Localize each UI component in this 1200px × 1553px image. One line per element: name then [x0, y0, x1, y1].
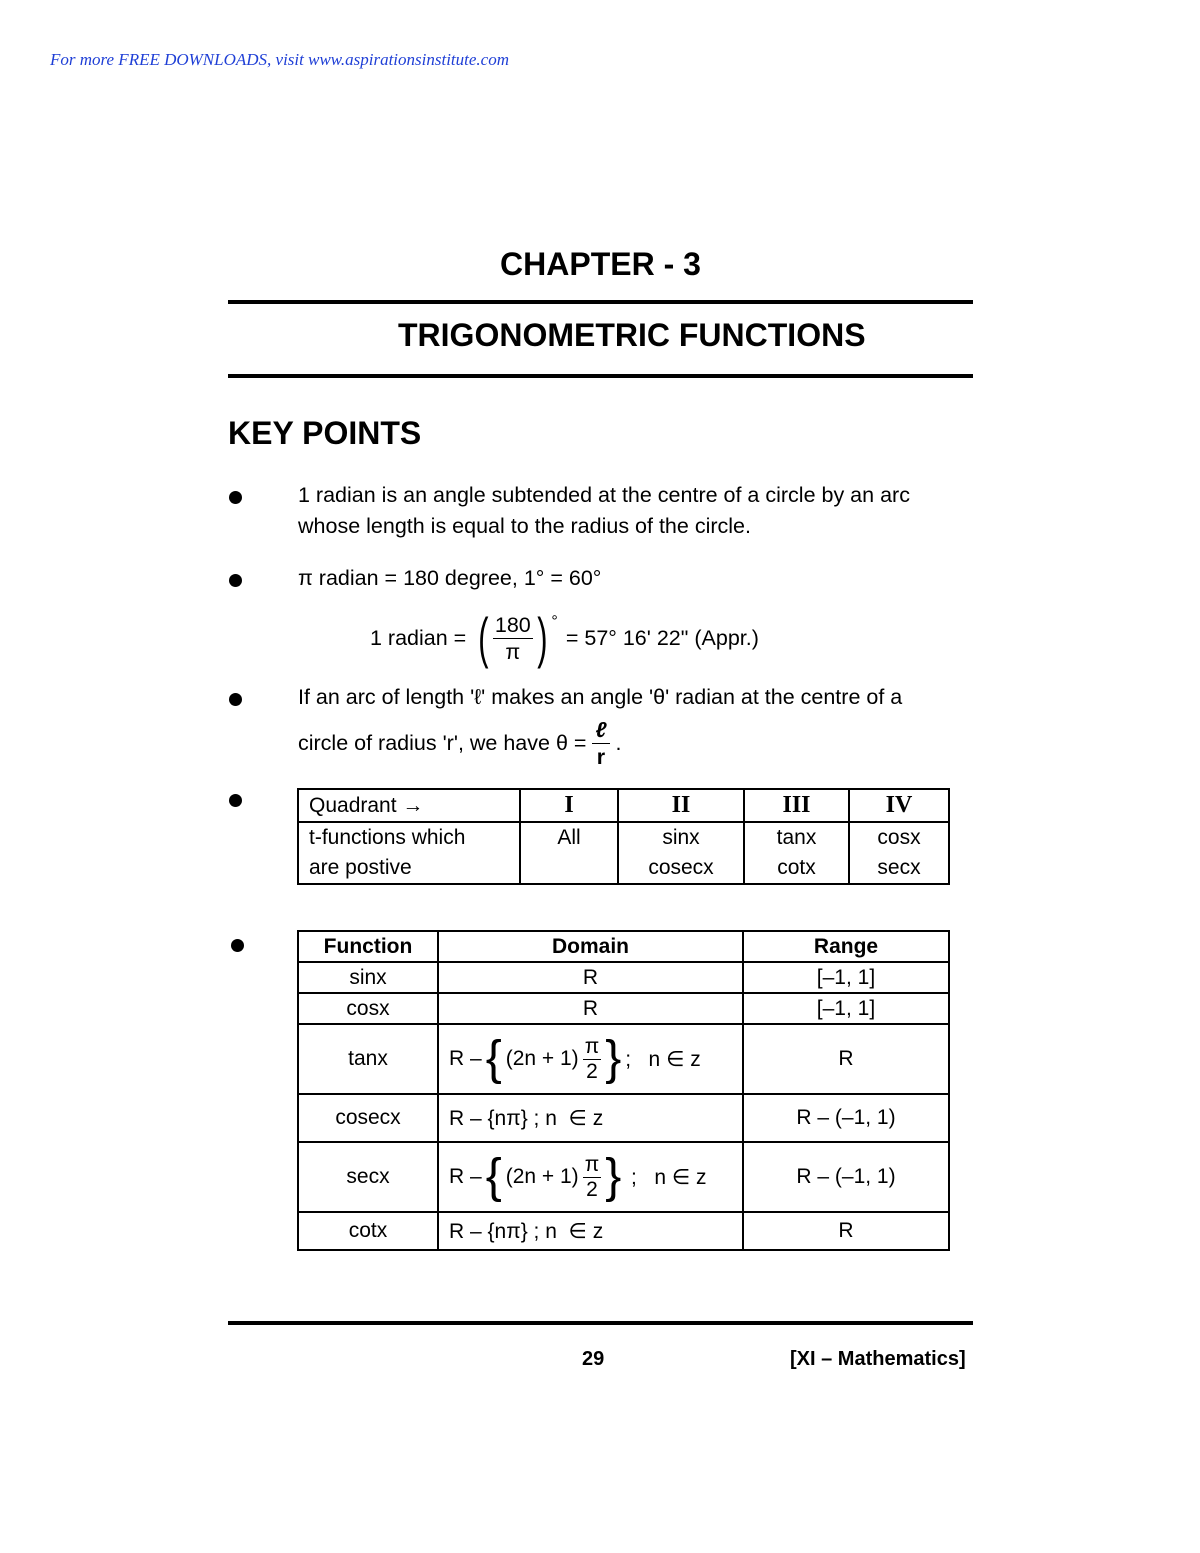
point-1 — [298, 480, 910, 542]
right-brace: } — [605, 1150, 622, 1203]
theta-numerator: ℓ — [592, 717, 609, 744]
chapter-heading: CHAPTER - 3 — [500, 246, 701, 282]
radian-prefix: 1 radian = — [370, 625, 467, 650]
footer-subject: [XI – Mathematics] — [790, 1348, 966, 1370]
point-3-end: . — [615, 730, 622, 755]
top-rule — [228, 300, 973, 304]
radian-formula — [370, 606, 759, 670]
domain-suffix: ; n ∈ z — [625, 1165, 707, 1189]
point-3-line-2 — [298, 712, 622, 774]
quadrant-functions-row — [298, 822, 949, 884]
domain-suffix: ; n ∈ z — [625, 1047, 701, 1071]
frac-num: π — [584, 1152, 600, 1176]
page-number: 29 — [582, 1348, 605, 1370]
point-2-line-1: π radian = 180 degree, 1° = 60° — [298, 566, 602, 590]
range-cell: R – (–1, 1) — [743, 1142, 949, 1212]
domain-formula — [449, 1032, 732, 1085]
row-label-line-1: t-functions which — [309, 826, 466, 849]
header-range: Range — [743, 931, 949, 962]
function-cell: sinx — [298, 962, 438, 993]
frac-den: 2 — [586, 1177, 598, 1201]
bullet — [231, 939, 244, 952]
footer-rule — [228, 1321, 973, 1325]
table-row — [298, 993, 949, 1024]
bullet — [229, 491, 242, 504]
fraction-numerator: 180 — [494, 612, 531, 637]
fraction-denominator: π — [505, 639, 521, 664]
quadrant-header-1: I — [520, 789, 618, 822]
function-cell: secx — [298, 1142, 438, 1212]
q1-fn-1: All — [557, 826, 581, 849]
domain-cell: R – {nπ} ; n ∈ z — [438, 1094, 743, 1142]
header-download-link[interactable]: For more FREE DOWNLOADS, visit www.aspirationsinstitute.com — [50, 50, 509, 69]
degree-sup: ° — [551, 613, 558, 630]
function-cell: cotx — [298, 1212, 438, 1250]
domain-inner: (2n + 1) — [505, 1047, 579, 1070]
table-row — [298, 1142, 949, 1212]
domain-prefix: R – — [449, 1047, 482, 1070]
point-1-line-2: whose length is equal to the radius of the circle. — [298, 514, 751, 538]
left-brace: { — [485, 1032, 502, 1085]
q2-fn-2: cosecx — [648, 856, 714, 879]
header-function: Function — [298, 931, 438, 962]
function-cell: tanx — [298, 1024, 438, 1094]
quadrant-row-label — [298, 822, 520, 884]
right-brace: } — [605, 1032, 622, 1085]
q3-fn-1: tanx — [776, 826, 817, 849]
table-row — [298, 1212, 949, 1250]
range-cell: R – (–1, 1) — [743, 1094, 949, 1142]
radian-result: = 57° 16' 22" (Appr.) — [565, 625, 759, 650]
domain-formula — [449, 1150, 732, 1203]
theta-fraction — [592, 717, 609, 770]
function-cell: cosecx — [298, 1094, 438, 1142]
fraction-180-pi — [493, 612, 533, 665]
quadrant-header-row — [298, 789, 949, 822]
range-cell: [–1, 1] — [743, 962, 949, 993]
q2-fn-1: sinx — [662, 826, 700, 849]
point-1-line-1: 1 radian is an angle subtended at the centre of a circle by an arc — [298, 483, 910, 507]
domain-cell: R — [438, 993, 743, 1024]
section-heading: KEY POINTS — [228, 415, 422, 451]
right-paren: ) — [536, 606, 548, 669]
quadrant-2-functions — [618, 822, 744, 884]
quadrant-4-functions — [849, 822, 949, 884]
range-cell: R — [743, 1212, 949, 1250]
function-table — [297, 930, 950, 1251]
point-3-line-1: If an arc of length 'ℓ' makes an angle 'θ' radian at the centre of a — [298, 685, 903, 709]
quadrant-3-functions — [744, 822, 849, 884]
quadrant-1-functions — [520, 822, 618, 884]
domain-cell: R – {nπ} ; n ∈ z — [438, 1212, 743, 1250]
function-table-header — [298, 931, 949, 962]
left-paren: ( — [478, 606, 489, 669]
q4-fn-1: cosx — [877, 826, 921, 849]
domain-inner: (2n + 1) — [505, 1165, 579, 1188]
frac-den: 2 — [586, 1059, 598, 1083]
q4-fn-2: secx — [877, 856, 921, 879]
quadrant-header-4: IV — [849, 789, 949, 822]
chapter-title: TRIGONOMETRIC FUNCTIONS — [398, 317, 866, 353]
domain-prefix: R – — [449, 1165, 482, 1188]
frac-num: π — [584, 1034, 600, 1058]
pi-over-2 — [583, 1035, 602, 1084]
domain-cell — [438, 1142, 743, 1212]
quadrant-table — [297, 788, 950, 885]
table-row — [298, 1094, 949, 1142]
bullet — [229, 794, 242, 807]
theta-denominator: r — [596, 744, 606, 769]
domain-cell: R — [438, 962, 743, 993]
bullet — [229, 693, 242, 706]
function-cell: cosx — [298, 993, 438, 1024]
title-rule — [228, 374, 973, 378]
quadrant-header-2: II — [618, 789, 744, 822]
quadrant-header-3: III — [744, 789, 849, 822]
table-row — [298, 962, 949, 993]
table-row — [298, 1024, 949, 1094]
quadrant-header-label: Quadrant → — [298, 789, 520, 822]
row-label-line-2: are postive — [309, 856, 412, 879]
range-cell: [–1, 1] — [743, 993, 949, 1024]
range-cell: R — [743, 1024, 949, 1094]
pi-over-2 — [583, 1153, 602, 1202]
q3-fn-2: cotx — [777, 856, 816, 879]
bullet — [229, 574, 242, 587]
header-domain: Domain — [438, 931, 743, 962]
domain-cell — [438, 1024, 743, 1094]
left-brace: { — [485, 1150, 502, 1203]
point-3-text: circle of radius 'r', we have θ = — [298, 730, 587, 755]
